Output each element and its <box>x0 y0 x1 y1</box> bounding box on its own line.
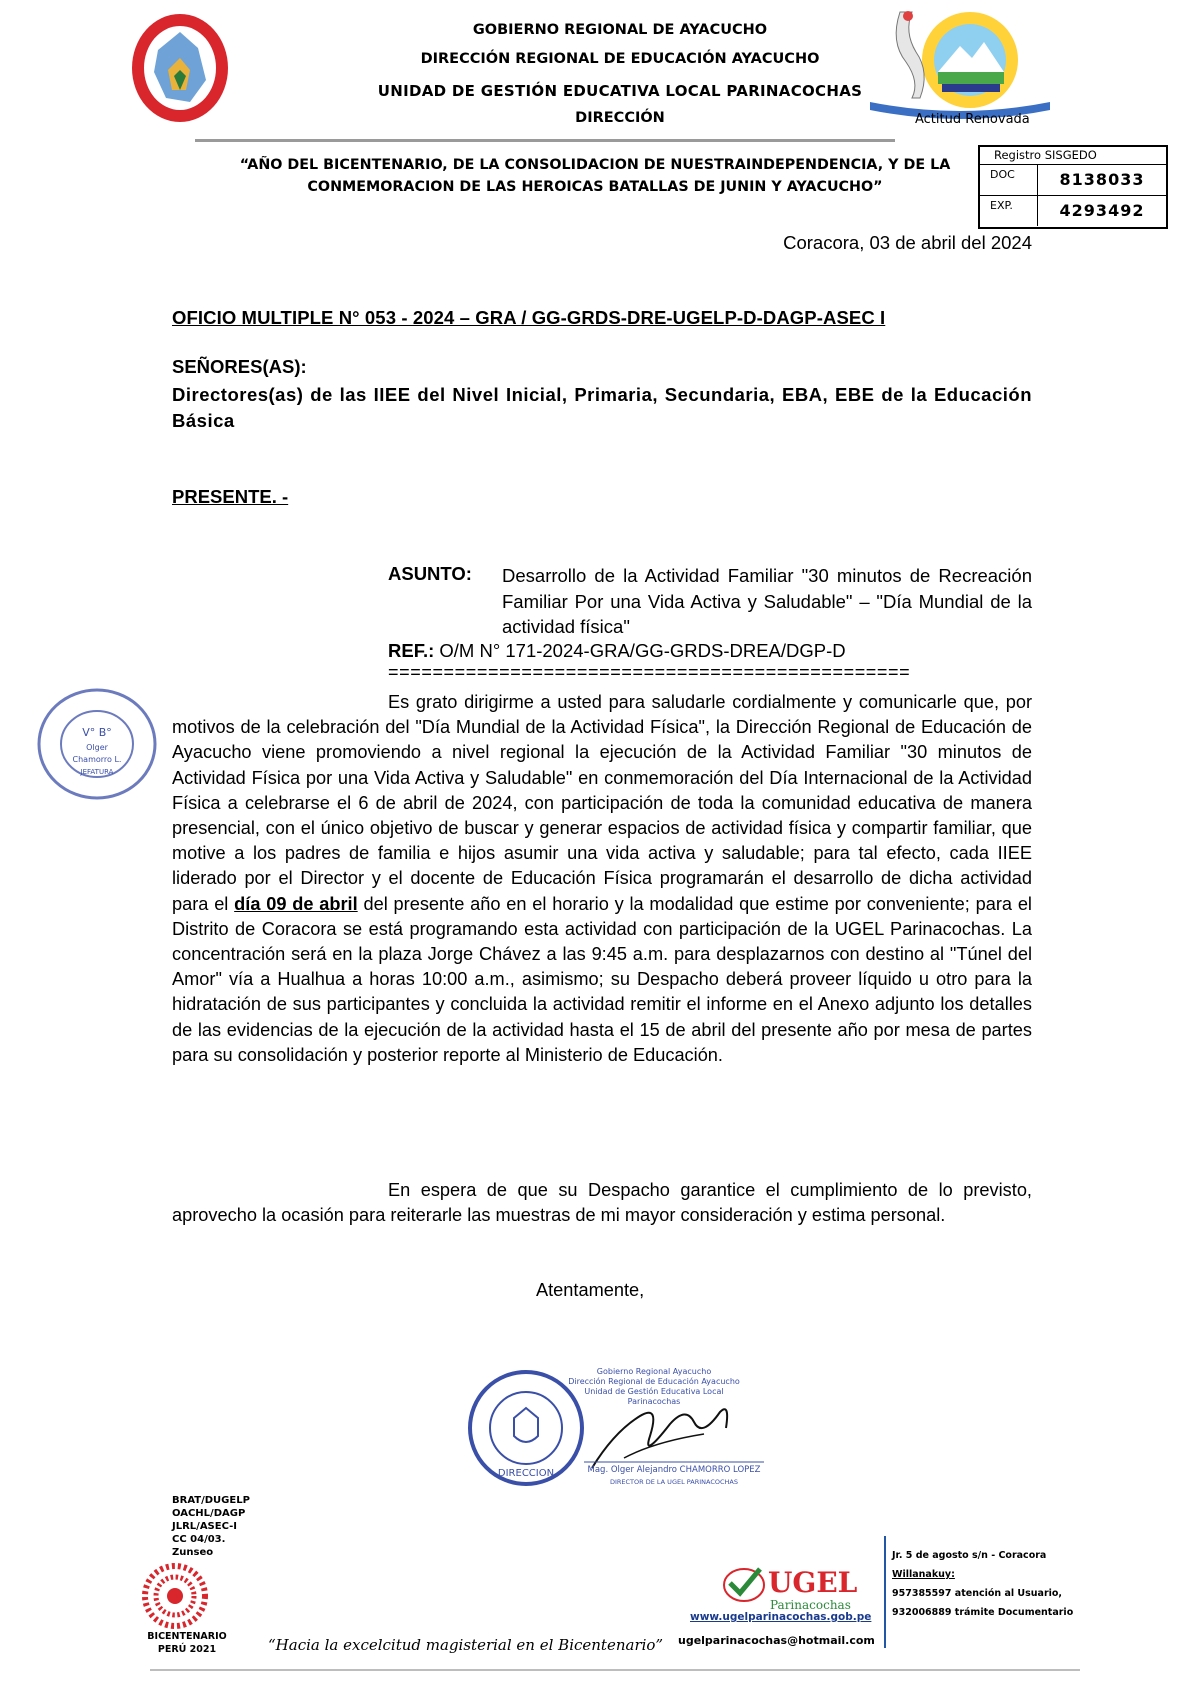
logo-caption: Actitud Renovada <box>915 112 1030 127</box>
sisgedo-exp-label: EXP. <box>980 196 1038 226</box>
sisgedo-exp-value: 4293492 <box>1059 201 1145 220</box>
initials-5: Zunseo <box>172 1547 214 1558</box>
footer-rule <box>150 1669 1080 1671</box>
closing: Atentamente, <box>536 1280 645 1300</box>
bicentenario-label <box>142 1630 232 1656</box>
footer-divider <box>884 1536 886 1648</box>
footer-email[interactable]: ugelparinacochas@hotmail.com <box>678 1634 875 1647</box>
stamp-line-3: Unidad de Gestión Educativa Local <box>584 1387 724 1396</box>
ugel-brand-name: UGEL <box>768 1566 858 1599</box>
stamp-role: DIRECTOR DE LA UGEL PARINACOCHAS <box>609 1478 739 1486</box>
svg-text:JEFATURA: JEFATURA <box>80 768 114 776</box>
header-line-3: UNIDAD DE GESTIÓN EDUCATIVA LOCAL PARINACOCHAS <box>377 82 863 100</box>
initials-4: CC 04/03. <box>172 1534 226 1545</box>
contact-willanakuy: Willanakuy: <box>892 1569 955 1580</box>
header-rule <box>195 139 895 142</box>
reference-initials <box>172 1494 272 1559</box>
document-title: OFICIO MULTIPLE N° 053 - 2024 – GRA / GG-GRDS-DRE-UGELP-D-DAGP-ASEC I <box>172 307 886 328</box>
sisgedo-exp-row <box>980 196 1166 226</box>
separator-line: =============================================== <box>388 662 911 682</box>
sisgedo-title: Registro SISGEDO <box>980 147 1166 165</box>
footer-slogan: “Hacia la excelcitud magisterial en el Bicentenario” <box>268 1636 664 1654</box>
p1-highlight-date: día 09 de abril <box>234 893 358 914</box>
ref-text: O/M N° 171-2024-GRA/GG-GRDS-DREA/DGP-D <box>439 640 846 661</box>
gobierno-regional-seal <box>128 10 232 126</box>
ugel-check-icon <box>722 1563 766 1603</box>
year-motto <box>200 154 990 198</box>
body-paragraph-2 <box>172 1178 1032 1228</box>
stamp-direccion: DIRECCION <box>497 1468 555 1479</box>
ref-line <box>388 640 846 662</box>
date-line: Coracora, 03 de abril del 2024 <box>783 232 1032 253</box>
stamp-line-1: Gobierno Regional Ayacucho <box>596 1367 712 1376</box>
vobo-stamp <box>34 684 160 804</box>
ref-label: REF.: <box>388 640 435 661</box>
presente-label: PRESENTE. - <box>172 486 289 507</box>
initials-2: OACHL/DAGP <box>172 1508 246 1519</box>
motto-line-2: CONMEMORACION DE LAS HEROICAS BATALLAS DE JUNIN Y AYACUCHO” <box>307 179 883 195</box>
bicentenario-line-1: BICENTENARIO <box>147 1631 227 1642</box>
vobo-center: V° B° <box>82 726 112 739</box>
bicentenario-line-2: PERÚ 2021 <box>157 1644 217 1655</box>
contact-phone-1: 957385597 atención al Usuario, <box>892 1588 1063 1599</box>
stamp-line-2: Dirección Regional de Educación Ayacucho <box>568 1377 740 1386</box>
p1-after: del presente año en el horario y la modalidad que estime por conveniente; para el Distrito de Coracora se está programando esta actividad con participación de la UGEL Parinacochas. La concentración será en la plaza Jorge Chávez a las 9:45 a.m. para desplazarnos con destino al "Túnel del Amor" vía a Hualhua a horas 10:00 a.m., asimismo; su Despacho deberá proveer líquido u otro para la hidratación de sus participantes y concluida la actividad remitir el informe en el Anexo adjunto los detalles de las evidencias de la ejecución de la actividad hasta el 15 de abril del presente año por mesa de partes para su consolidación y posterior reporte al Ministerio de Educación. <box>172 893 1032 1065</box>
header-line-2: DIRECCIÓN REGIONAL DE EDUCACIÓN AYACUCHO <box>420 51 820 67</box>
contact-address: Jr. 5 de agosto s/n - Coracora <box>892 1550 1047 1561</box>
asunto-label: ASUNTO: <box>388 563 472 584</box>
initials-3: JLRL/ASEC-I <box>172 1521 238 1532</box>
ugel-parinacochas-logo <box>860 2 1060 128</box>
initials-1: BRAT/DUGELP <box>172 1495 250 1506</box>
bicentenario-logo <box>135 1560 215 1632</box>
header-line-1: GOBIERNO REGIONAL DE AYACUCHO <box>472 22 768 38</box>
stamp-name: Mag. Olger Alejandro CHAMORRO LOPEZ <box>587 1465 761 1475</box>
footer-contact <box>892 1546 1077 1622</box>
sisgedo-doc-value: 8138033 <box>1059 170 1145 189</box>
header-line-4: DIRECCIÓN <box>575 110 665 126</box>
body-paragraph-1 <box>172 690 1032 1068</box>
signature-stamp <box>464 1362 774 1492</box>
sisgedo-doc-label: DOC <box>980 165 1038 195</box>
sisgedo-doc-row <box>980 165 1166 196</box>
footer-website-link[interactable]: www.ugelparinacochas.gob.pe <box>690 1611 872 1623</box>
ugel-brand-sub: Parinacochas <box>770 1598 851 1612</box>
p2-text: En espera de que su Despacho garantice el cumplimiento de lo previsto, aprovecho la ocasión para reiterarle las muestras de mi mayor consideración y estima personal. <box>172 1180 1032 1226</box>
sisgedo-box <box>978 145 1168 229</box>
motto-line-1: “AÑO DEL BICENTENARIO, DE LA CONSOLIDACION DE NUESTRAINDEPENDENCIA, Y DE LA <box>239 157 951 173</box>
recipients-heading: SEÑORES(AS): <box>172 356 307 377</box>
svg-text:Chamorro L.: Chamorro L. <box>72 755 122 764</box>
contact-phone-2: 932006889 trámite Documentario <box>892 1607 1074 1618</box>
stamp-line-4: Parinacochas <box>627 1397 681 1406</box>
p1-before: Es grato dirigirme a usted para saludarle cordialmente y comunicarle que, por motivos de la celebración del "Día Mundial de la Actividad Física", la Dirección Regional de Educación de Ayacucho viene promoviendo a nivel regional la ejecución de la Actividad Familiar "30 minutos de Actividad Física por una Vida Activa y Saludable" en conmemoración del Día Internacional de la Actividad Física a celebrarse el 6 de abril de 2024, con participación de toda la comunidad educativa de manera presencial, con el único objetivo de buscar y generar espacios de actividad física y compartir familiar, que motive a los padres de familia e hijos asumir una vida activa y saludable; para tal efecto, cada IIEE liderado por el Director y el docente de Educación Física programarán el desarrollo de dicha actividad para el <box>172 692 1032 914</box>
recipients-text: Directores(as) de las IIEE del Nivel Inicial, Primaria, Secundaria, EBA, EBE de la Educación Básica <box>172 384 1032 431</box>
asunto-text: Desarrollo de la Actividad Familiar "30 minutos de Recreación Familiar Por una Vida Activa y Saludable" – "Día Mundial de la actividad física" <box>502 565 1032 637</box>
svg-text:Olger: Olger <box>86 743 108 752</box>
